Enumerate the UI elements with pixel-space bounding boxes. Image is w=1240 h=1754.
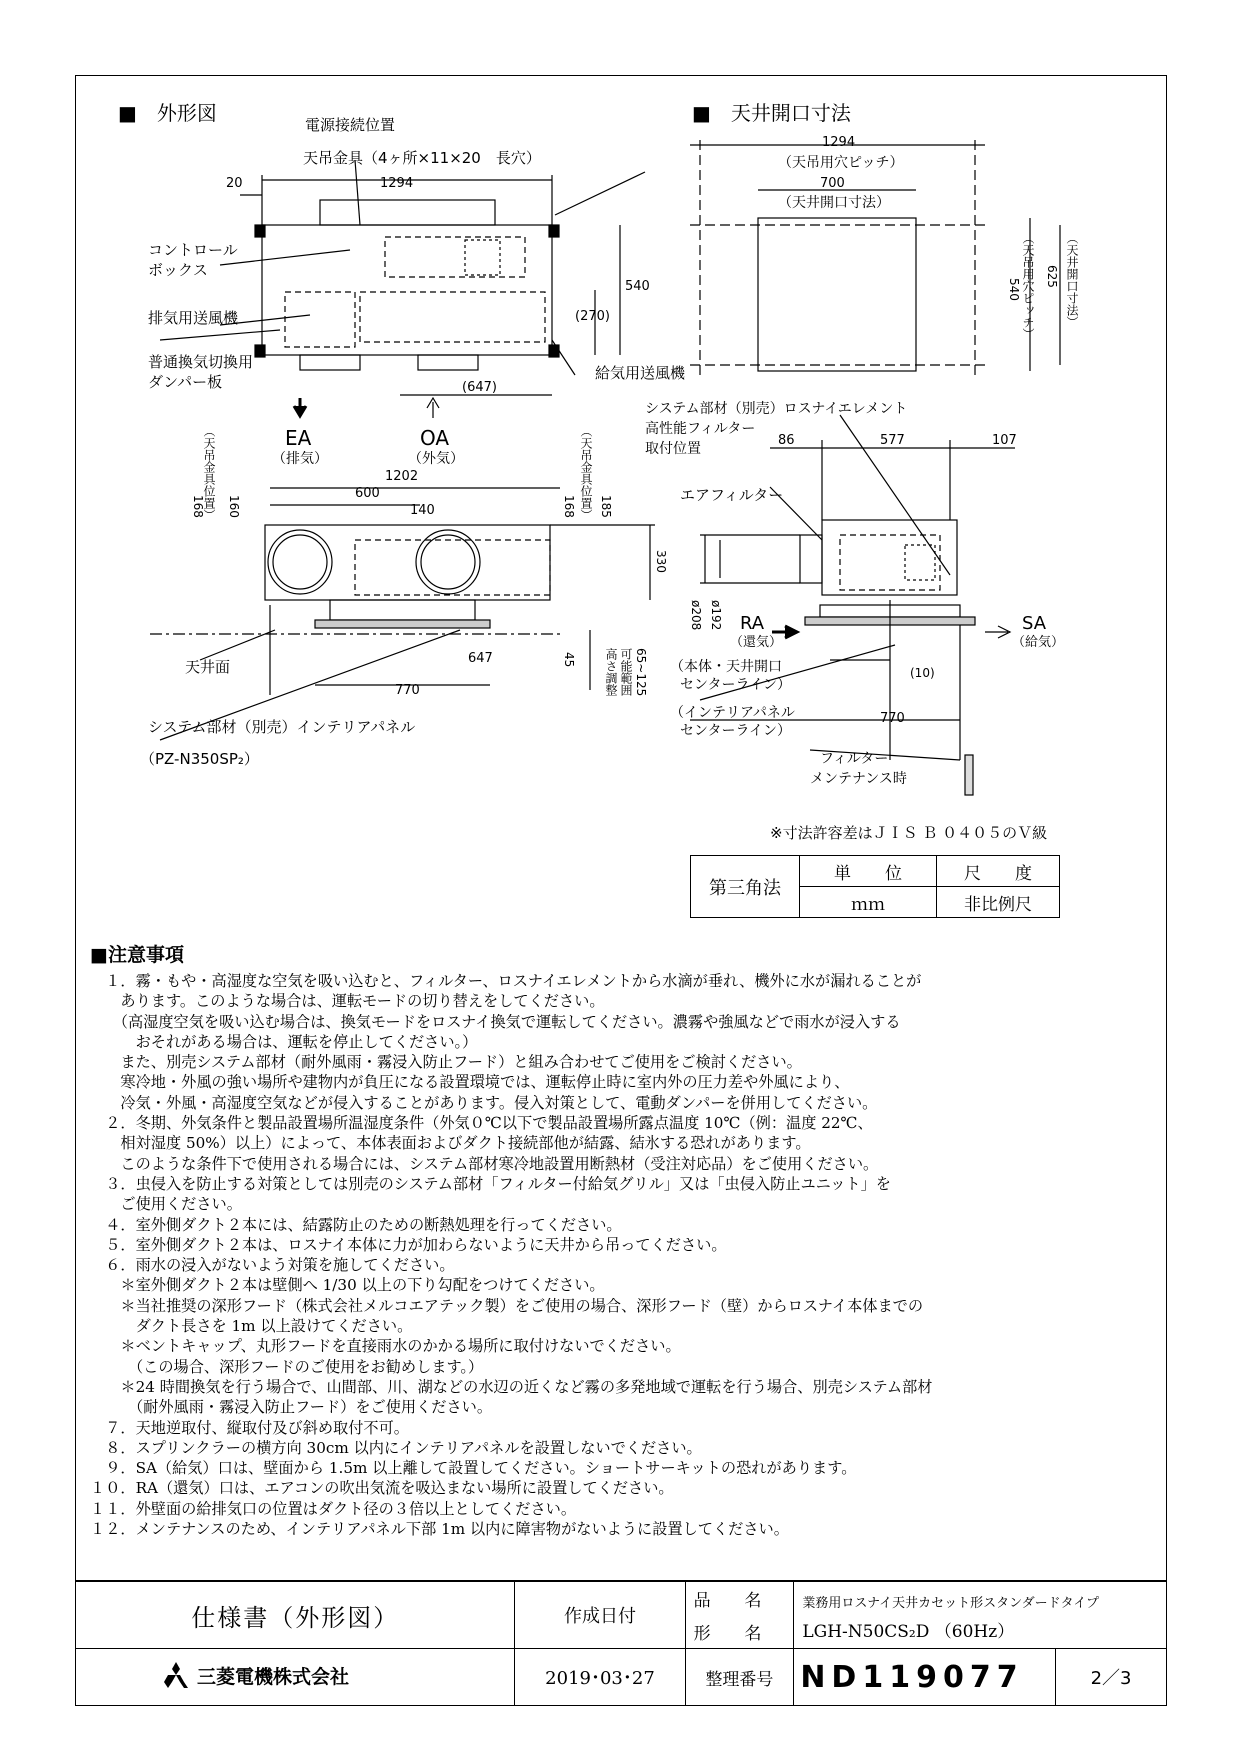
ea-sub-label: （排気） xyxy=(272,451,328,467)
model-value: LGH-N50CS₂D （60Hz） xyxy=(802,1622,1015,1642)
ea-duct-stub xyxy=(300,355,360,370)
ea-port xyxy=(268,530,332,594)
control-box-label-2: ボックス xyxy=(148,261,208,279)
doc-title: 仕様書（外形図） xyxy=(76,1582,515,1649)
dim-140: 140 xyxy=(410,503,435,518)
note-line: ご使用ください。 xyxy=(90,1195,242,1214)
note-line: （耐外風雨・霧浸入防止フード）をご使用ください。 xyxy=(90,1398,493,1417)
ceiling-dim-1294: 1294 xyxy=(822,135,856,150)
note-line: １１．外壁面の給排気口の位置はダクト径の３倍以上としてください。 xyxy=(90,1499,576,1518)
dim-185: 185 xyxy=(599,495,613,518)
panel-front xyxy=(330,600,475,620)
height-adj-1: 高さ調整 xyxy=(604,648,618,696)
note-line: １０．RA（還気）口は、エアコンの吹出気流を吸込まない場所に設置してください。 xyxy=(90,1479,674,1498)
ra-sub-label: （還気） xyxy=(730,635,783,650)
scale-label: 尺 度 xyxy=(937,856,1060,887)
opening-rect xyxy=(758,218,916,371)
unit-body-top xyxy=(262,225,552,355)
caution-notes xyxy=(90,940,1160,1539)
supply-fan-label: 給気用送風機 xyxy=(595,364,686,382)
exhaust-fan-outline xyxy=(285,292,355,347)
power-connection-label: 電源接続位置 xyxy=(305,116,396,134)
note-line: ２．冬期、外気条件と製品設置場所温湿度条件（外気０℃以下で製品設置場所露点温度 10℃（例：温度 22℃、 xyxy=(90,1114,873,1133)
ref-label: 整理番号 xyxy=(685,1649,794,1706)
hanger-tr xyxy=(549,225,559,237)
unit-value: ｍｍ xyxy=(800,887,937,918)
dim-168-left: 168 xyxy=(191,495,205,518)
ceiling-dim-540: 540 xyxy=(1007,278,1021,301)
dim-1202: 1202 xyxy=(385,469,419,484)
projection-method: 第三角法 xyxy=(691,856,800,918)
control-box-outline xyxy=(385,237,525,277)
hanger-label: 天吊金具（4ヶ所×11×20 長穴） xyxy=(303,149,541,167)
element-label: システム部材（別売）ロスナイエレメント xyxy=(645,401,908,417)
note-line: ＊当社推奨の深形フード（株式会社メルコエアテック製）をご使用の場合、深形フード（壁）からロスナイ本体までの xyxy=(90,1296,924,1315)
note-line: ３．虫侵入を防止する対策としては別売のシステム部材「フィルター付給気グリル」又は「虫侵入防止ユニット」を xyxy=(90,1174,891,1193)
note-line: ９．SA（給気）口は、壁面から 1.5m 以上離して設置してください。ショートサーキットの恐れがあります。 xyxy=(90,1459,857,1478)
ceiling-title: ■ 天井開口寸法 xyxy=(692,101,851,125)
dim-107: 107 xyxy=(992,433,1017,448)
dim-600: 600 xyxy=(355,486,380,501)
oa-duct-stub xyxy=(418,355,478,370)
note-line: １２．メンテナンスのため、インテリアパネル下部 1m 以内に障害物がないように設置してください。 xyxy=(90,1520,789,1539)
model-label: 形 名 xyxy=(693,1624,762,1644)
ceiling-surface-label: 天井面 xyxy=(185,658,231,676)
dim-770-front: 770 xyxy=(395,683,420,698)
dim-10: (10) xyxy=(910,666,935,680)
note-line: ＊ベントキャップ、丸形フードを直接雨水のかかる場所に取付けないでください。 xyxy=(90,1337,681,1356)
dim-168-right: 168 xyxy=(562,495,576,518)
center-line-label-1: （本体・天井開口 xyxy=(670,659,782,675)
note-line: 寒冷地・外風の強い場所や建物内が負圧になる設置環境では、運転停止時に室内外の圧力差や外風により、 xyxy=(90,1073,850,1092)
supply-fan-outline xyxy=(360,292,545,342)
hanger-pos-right: （天吊金具位置） xyxy=(579,425,593,521)
center-line-label-2: センターライン） xyxy=(680,677,792,693)
projection-table xyxy=(690,855,1060,918)
note-line: （高湿度空気を吸い込む場合は、換気モードをロスナイ換気で運転してください。濃霧や強風などで雨水が浸入する xyxy=(90,1012,901,1031)
dim-647: 647 xyxy=(468,651,493,666)
ref-value: ND119077 xyxy=(794,1649,1056,1706)
scale-value: 非比例尺 xyxy=(937,887,1060,918)
dim-647-paren: (647) xyxy=(462,380,497,395)
front-view xyxy=(150,488,655,740)
product-model-values xyxy=(794,1582,1167,1649)
tolerance-note: ※寸法許容差はＪＩＳ Ｂ ０４０５のＶ級 xyxy=(770,824,1048,842)
dim-208: ø208 xyxy=(689,600,703,631)
company-name: 三菱電機株式会社 xyxy=(197,1665,350,1688)
notes-title: ■注意事項 xyxy=(90,944,184,966)
panel-label: システム部材（別売）インテリアパネル xyxy=(148,718,416,736)
date-value: 2019･03･27 xyxy=(515,1649,685,1706)
ceiling-dim-700: 700 xyxy=(820,176,845,191)
company-cell xyxy=(76,1649,515,1706)
power-box xyxy=(320,200,495,225)
center-line-label-4: センターライン） xyxy=(680,723,792,739)
product-label: 品 名 xyxy=(693,1591,762,1611)
sa-label: SA xyxy=(1022,613,1047,634)
control-box-label-1: コントロール xyxy=(148,241,238,259)
note-line: 冷気・外風・高湿度空気などが侵入することがあります。侵入対策として、電動ダンパーを併用してください。 xyxy=(90,1093,878,1112)
sa-sub-label: （給気） xyxy=(1012,635,1065,650)
dim-86: 86 xyxy=(778,433,795,448)
panel-model: （PZ-N350SP₂） xyxy=(140,750,259,768)
ceiling-opening-view xyxy=(690,140,1060,380)
note-line: ４．室外側ダクト２本には、結露防止のための断熱処理を行ってください。 xyxy=(90,1215,622,1234)
dim-770-side: 770 xyxy=(880,711,905,726)
dim-577: 577 xyxy=(880,433,905,448)
maint-label-2: メンテナンス時 xyxy=(810,771,907,787)
page-number: 2／3 xyxy=(1056,1649,1167,1706)
ceiling-opening: （天井開口寸法） xyxy=(778,195,890,211)
hp-filter-label-1: 高性能フィルター xyxy=(645,421,756,437)
note-line: おそれがある場合は、運転を停止してください。） xyxy=(90,1032,478,1051)
center-line-label-3: （インテリアパネル xyxy=(670,705,795,721)
oa-sub-label: （外気） xyxy=(408,451,464,467)
hanger-br xyxy=(549,345,559,357)
top-view xyxy=(160,160,645,418)
note-line: また、別売システム部材（耐外風雨・霧浸入防止フード）と組み合わせてご使用をご検討ください。 xyxy=(90,1053,802,1072)
note-line: ダクト長さを 1m 以上設けてください。 xyxy=(90,1317,413,1336)
outline-title: ■ 外形図 xyxy=(118,101,217,125)
dim-192: ø192 xyxy=(709,600,723,631)
ceiling-pitch: （天吊用穴ピッチ） xyxy=(778,155,904,171)
oa-label: OA xyxy=(420,426,450,450)
product-value: 業務用ロスナイ天井カセット形スタンダードタイプ xyxy=(802,1596,1099,1611)
product-model-labels xyxy=(685,1582,794,1649)
air-filter-label: エアフィルター xyxy=(680,486,784,504)
exhaust-fan-label: 排気用送風機 xyxy=(148,309,239,327)
hanger-tl xyxy=(255,225,265,237)
height-adj-2: 可能範囲 xyxy=(619,648,633,696)
unit-label: 単 位 xyxy=(800,856,937,887)
fan-box xyxy=(465,240,500,275)
dim-45: 45 xyxy=(562,652,576,668)
hp-filter-label-2: 取付位置 xyxy=(645,441,701,457)
damper-label-1: 普通換気切換用 xyxy=(148,353,254,371)
ceiling-pitch-v: （天吊用穴ピッチ） xyxy=(1021,232,1035,340)
note-line: 相対湿度 50%）以上）によって、本体表面およびダクト接続部他が結露、結氷する恐れがあります。 xyxy=(90,1134,811,1153)
dim-270: (270) xyxy=(575,309,610,324)
ceiling-opening-v: （天井開口寸法） xyxy=(1065,232,1079,328)
note-line: ６．雨水の浸入がないよう対策を施してください。 xyxy=(90,1256,455,1275)
ceiling-dim-625: 625 xyxy=(1045,265,1059,288)
note-line: ８．スプリンクラーの横方向 30cm 以内にインテリアパネルを設置しないでください。 xyxy=(90,1438,702,1457)
dim-160: 160 xyxy=(227,495,241,518)
title-block xyxy=(75,1581,1167,1706)
dim-1294-top: 1294 xyxy=(380,176,414,191)
note-line: （この場合、深形フードのご使用をお勧めします。） xyxy=(90,1357,484,1376)
note-line: ＊室外側ダクト２本は壁側へ 1/30 以上の下り勾配をつけてください。 xyxy=(90,1276,605,1295)
height-adj-3: 65~125 xyxy=(634,648,648,697)
note-line: ＊24 時間換気を行う場合で、山間部、川、湖などの水辺の近くなど霧の多発地域で運転を行う場合、別売システム部材 xyxy=(90,1377,933,1396)
note-line: ５．室外側ダクト２本は、ロスナイ本体に力が加わらないように天井から吊ってください。 xyxy=(90,1235,727,1254)
interior-panel xyxy=(315,620,490,628)
ra-label: RA xyxy=(740,613,765,634)
note-line: あります。このような場合は、運転モードの切り替えをしてください。 xyxy=(90,992,605,1011)
side-flange xyxy=(800,535,822,583)
dim-20: 20 xyxy=(226,176,243,191)
ea-label: EA xyxy=(285,426,312,450)
maint-label-1: フィルター xyxy=(820,751,889,767)
mitsubishi-logo-icon xyxy=(161,1662,191,1693)
note-line: ７．天地逆取付、縦取付及び斜め取付不可。 xyxy=(90,1418,409,1437)
hanger-pos-left: （天吊金具位置） xyxy=(202,425,216,521)
note-line: このような条件下で使用される場合には、システム部材寒冷地設置用断熱材（受注対応品）をご使用ください。 xyxy=(90,1154,879,1173)
dim-540: 540 xyxy=(625,279,650,294)
note-line: １．霧・もや・高湿度な空気を吸い込むと、フィルター、ロスナイエレメントから水滴が垂れ、機外に水が漏れることが xyxy=(90,972,922,990)
hanger-bl xyxy=(255,345,265,357)
damper-label-2: ダンパー板 xyxy=(148,373,223,391)
dim-330: 330 xyxy=(654,550,668,573)
unit-body-side xyxy=(822,520,957,595)
date-label: 作成日付 xyxy=(515,1582,685,1649)
